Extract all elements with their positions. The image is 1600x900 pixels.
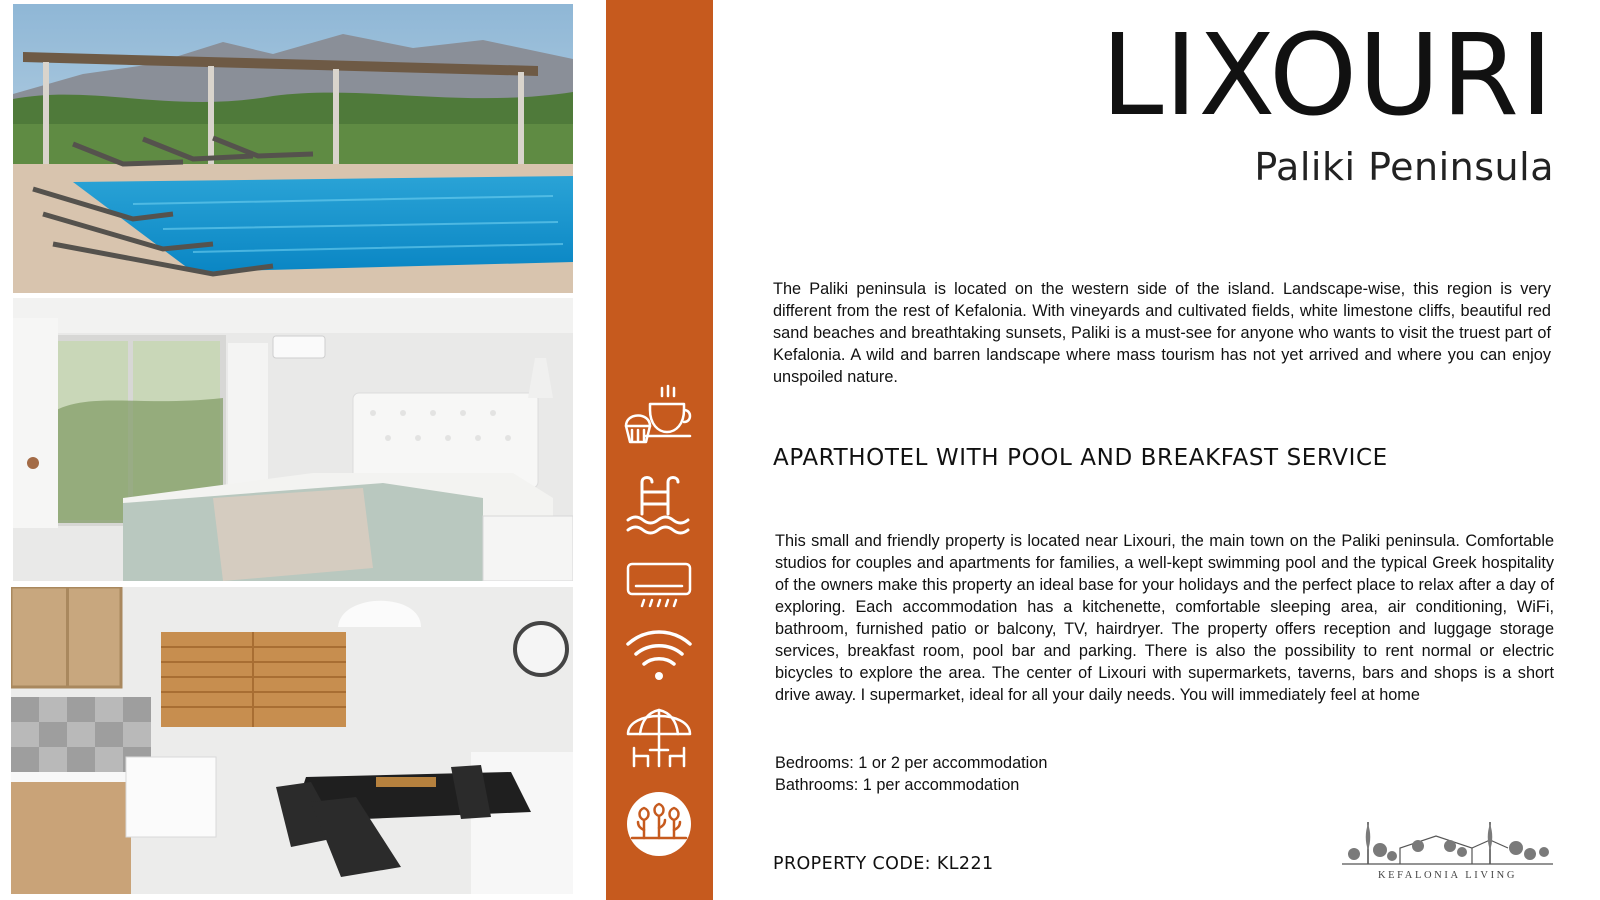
intro-paragraph: The Paliki peninsula is located on the western side of the island. Landscape-wise, this region is very different from the rest of Kefalonia. With vineyards and cultivated fields, white limestone cliffs, beautiful red sand beaches and breathtaking sunsets, Paliki is a must-see for anyone who wants to visit the truest part of Kefalonia. A wild and barren landscape where mass tourism has not yet arrived and where you can enjoy unspoiled nature. [773, 280, 1551, 386]
page-title: LIXOURI [1101, 11, 1554, 141]
property-code: PROPERTY CODE: KL221 [773, 854, 994, 874]
kitchen-photo [11, 587, 573, 894]
section-heading: APARTHOTEL WITH POOL AND BREAKFAST SERVICE [773, 445, 1388, 471]
description-paragraph: This small and friendly property is located near Lixouri, the main town on the Paliki peninsula. Comfortable studios for couples and apartments for families, a well-kept swimming pool and the typical Greek hospitality of the owners make this property an ideal base for your holidays and the perfect place to relax after a day of exploring. Each accommodation has a kitchenette, comfortable sleeping area, air conditioning, WiFi, bathroom, furnished patio or balcony, TV, hairdryer. The property offers reception and luggage storage services, breakfast room, pool bar and parking. There is also the possibility to rent normal or electric bicycles to explore the area. The center of Lixouri with supermarkets, taverns, bars and shops is a short drive away. I supermarket, ideal for all your daily needs. You will immediately feel at home [775, 532, 1554, 704]
bedrooms-fact: Bedrooms: 1 or 2 per accommodation [775, 754, 1048, 772]
garden-flowers-icon [620, 788, 698, 860]
air-conditioning-icon [620, 552, 698, 624]
bathrooms-fact: Bathrooms: 1 per accommodation [775, 776, 1020, 794]
wifi-icon [620, 622, 698, 694]
pool-photo [13, 4, 573, 293]
brand-logo [1340, 818, 1555, 888]
logo-graphic-icon [1340, 818, 1555, 870]
property-facts [775, 752, 1047, 796]
garden-umbrella-icon [620, 702, 698, 774]
breakfast-icon [620, 382, 698, 454]
page-subtitle: Paliki Peninsula [1254, 145, 1554, 189]
pool-icon [620, 468, 698, 540]
logo-text: KEFALONIA LIVING [1377, 870, 1518, 881]
bedroom-photo [13, 298, 573, 581]
